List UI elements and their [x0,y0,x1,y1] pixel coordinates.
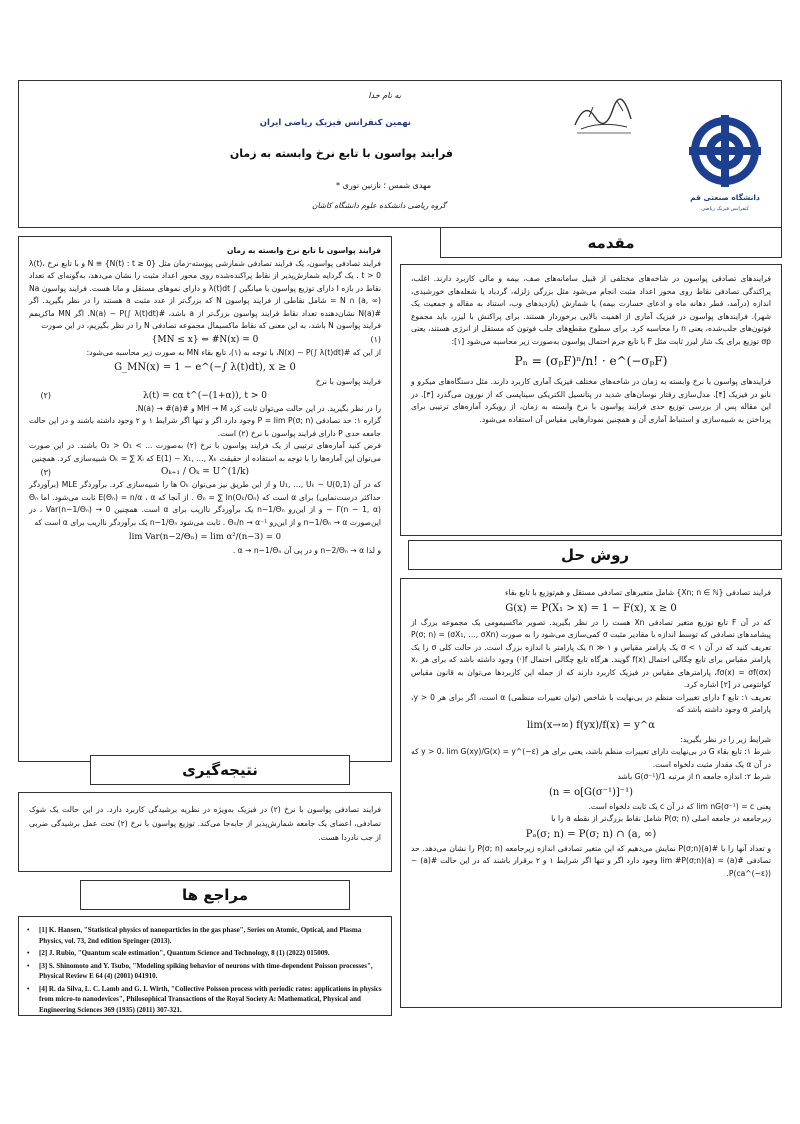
survival-function-eq: G(x) = P(X₁ > x) = 1 − F(x), x ≥ 0 [505,602,677,614]
equation-2-number: (۲) [40,391,51,400]
population-order-eq: (n = o[G(σ⁻¹)]⁻¹) [549,786,633,798]
conference-name: نهمین کنفرانس فیزیک ریاضی ایران [259,118,411,128]
authors: مهدی شمس ؛ نازنین نوری * [336,181,431,190]
conditions-intro: شرایط زیر را در نظر بگیرید: [680,734,771,744]
poisson-section [18,236,392,762]
method-paragraph-2: که در آن F تابع توزیع متغیر تصادفی Xn هست را در نظر بگیرید. تصویر ماکسیمومی یک مجموعه بزرگ از پیشامدهای تصادفی که توسط اندازه با مقادیر مثبت σ کمی‌سازی می‌شود را به صورت P(σ; n) = (σX₁, …, σXn) تعریف کنید که در آن σ < ۱ یک پارامتر مقیاس و n ≫ ۱ یک پارامتر با اندازه بزرگ است. در حالت کلی σ را یک پارامتر مقیاس برای تابع چگالی احتمال f(x) گویند. هرگاه تابع چگالی احتمال f(·) وجود داشته باشد که برای هر x، fσ(x) = σf(σx)، پارامترهای مقیاس در فیزیک کاربرد دارند که از جمله این کاربردها می‌توان به قانون مقیاس کوانتومی در [۲] اشاره کرد. [411,617,772,689]
references-section [18,916,392,1016]
equation-2: λ(t) = cα t^(−(1+α)), t > 0 [142,390,267,401]
intro-paragraph-1: فرایندهای تصادفی پواسون در شاخه‌های مختلفی از قبیل سامانه‌های صف، بیمه و مالی کاربرد دارند. اغلب، پراکندگی تصادفی نقاط روی محور اعداد مثبت انجام می‌شود مثل بزرگی زلزله، گردباد یا شعله‌های خورشیدی، اندازه (درآمد، قطر دهانه ماه و ادعای خسارت بیمه) یا شمارش (بازدیدهای وب، استناد به مقاله و جمعیت یک شهر). فرایندهای پواسون در فیزیک آماری از اهمیت بالایی برخوردار هستند. برای پراکنش با لیزر، باید مجموع فوتون‌های جلب‌شده، یعنی n را محاسبه کرد. برای سطوح مقطع‌های جلب فوتون که مستقل از انرژی هستند، یعنی σp توزیع برای یک شار لیزر ثابت مثل F با تابع جرم احتمال پواسون به‌صورت زیر محاسبه می‌شود [۱]: [411,274,771,346]
reference-item: • [2] J. Rubio, "Quantum scale estimation", Quantum Science and Technology, 8 (1) (2022) 015009. [27,949,330,957]
conclusion-text: فرایند تصادفی پواسون با نرخ (۲) در فیزیک به‌ویژه در نظریه برشیدگی کاربرد دارد. در این حالت یک شوک تصادفی، اعضای یک جامعه شمارش‌پذیر از جابه‌جا می‌کند. توزیع پواسون با نرخ (۲) تحت عمل برشیدگی ضربی از جب نادردا هست. [29,805,382,842]
equation-3-row [29,467,381,477]
intro-heading: مقدمه [440,228,782,258]
regular-variation-eq: lim(x→∞) f(yx)/f(x) = y^α [526,719,656,731]
consistency-text: و لذا n−2/Θₙ → α و در پی آن α → n−1/Θₙ . [232,546,381,555]
poisson-heading-line: فرایند پواسون با تابع نرخ وابسته به زمان [226,246,381,255]
poisson-pmf-formula: Pₙ = (σₚF)ⁿ/n! · e^(−σₚF) [514,354,668,368]
method-heading: روش حل [408,540,782,570]
logo-subtext: کنفرانس فیزیک ریاضی [701,206,749,212]
condition-1: شرط ۱: تابع بقاء G در بی‌نهایت دارای تغییرات منظم باشد، یعنی برای هر y > 0، lim G(xy)/G(x) = y^(−ε) که در آن α یک مقدار مثبت دلخواه است. [411,747,771,769]
affiliation: گروه ریاضی دانشکده علوم دانشگاه کاشان [312,201,446,210]
reference-item: • [3] S. Shinomoto and Y. Tsubo, "Modeling spiking behavior of neurons with time-dependent Poisson processes", Physical Review E 64 (4) (2001) 041910. [27,961,373,980]
conclusion-heading: نتیجه‌گیری [90,755,350,785]
limit-constant-text: یعنی lim nG(σ⁻¹) = c که در آن c یک ثابت دلخواه است. [588,801,771,811]
poisson-paragraph-3: فرایند پواسون با نرخ [315,377,381,386]
reference-item: • [4] R. da Silva, L. C. Lamb and G. I. Wirth, "Collective Poisson process with periodic rates: applications in physics from micro-to nanodevices", Philosophical Transactions of the Royal Society A: Mathematical, Physical and Engineering Sciences 369 (1935) (2011) 307-321. [27,984,382,1014]
poisson-paragraph-4: را در نظر بگیرید. در این حالت می‌توان ثابت کرد MH → M و #N(a) → #(a). [135,403,381,413]
subpopulation-text: زیرجامعه در جامعه اصلی P(σ; n) شامل نقاط بزرگ‌تر از نقطه a را با [551,814,771,823]
random-limit-text: و تعداد آنها را با #P(σ;n)(a) نمایش می‌دهیم که این متغیر تصادفی اندازه زیرجامعه P(σ; n) را نشان می‌دهد. حد تصادفی #(a) = lim #P(σ;n)(a) وجود دارد اگر و تنها اگر شرایط ۱ و ۲ برقرار باشند که در این حالت #(a) ∼ P(ca^(−ε)). [411,843,772,878]
equation-1-row [29,335,381,345]
poisson-paragraph-2: از این که #N(x) ∼ P(∫ λ(t)dt)، با توجه به (۱)، تابع بقاء MN به صورت زیر محاسبه می‌شود: [86,347,381,357]
conference-logo [571,95,637,135]
basmala: به نام خدا [368,91,401,100]
header-frame [18,80,782,228]
reference-item: • [1] K. Hansen, "Statistical physics of nanoparticles in the gas phase", Series on Atomic, Optical, and Plasma Physics, vol. 73, 2nd edition Springer (2013). [27,926,362,945]
method-paragraph-1: فرایند تصادفی {Xn; n ∈ ℕ} شامل متغیرهای تصادفی مستقل و هم‌توزیع با تابع بقاء [504,588,771,597]
proposition-1: گزاره ۱: حد تصادفی P = lim P(σ; n) وجود دارد اگر و تنها اگر شرایط ۱ و ۲ وجود داشته باشند و در این حالت جامعه حدی P دارای فرایند پواسون با نرخ (۲) است. [29,416,381,438]
equation-3: Oₖ₊₁ / Oₖ = U^(1/k) [160,467,250,477]
condition-2: شرط ۲: اندازه جامعه n از مرتبه 1/G(σ⁻¹) باشد [617,772,771,781]
survival-max-eq: G_MN(x) = 1 − e^(−∫ λ(t)dt), x ≥ 0 [114,362,296,373]
university-logo [684,109,766,219]
intro-section [400,264,782,536]
references-heading: مراجع ها [80,880,350,910]
equation-1-number: (۱) [370,335,381,344]
equation-2-row [29,391,381,401]
paper-title: فرایند پواسون با تابع نرخ وابسته به زمان [229,147,453,160]
poisson-paragraph-1: فرایند تصادفی پواسون، یک فرایند تصادفی شمارشی پیوسته-زمان مثل N ≡ {N(t) : t ≥ 0} و با تابع نرخ λ(t)، t > 0 . یک گردایه شمارش‌پذیر از نقاط پراکنده‌شده روی محور اعداد مثبت را نشان می‌دهد، به‌گونه‌ای که تعداد نقاط در بازه I دارای توزیع پواسون با میانگین ∫ λ(t)dt و دارای نموهای مستقل و مانا هست. فرایند پواسون Na = N ∩ (a, ∞) شامل نقاطی از فرایند پواسون N که بزرگ‌تر از عدد مثبت a هستند را در نظر بگیرید. اگر #N(a) نشان‌دهنده تعداد نقاط فرایند پواسون بزرگ‌تر از a باشد، #N(a) ∼ P(∫ λ(t)dt). اگر MN ماکزیمم فرایند پواسون N باشد، به این معنی که نقاط ماکسیمال مجموعه تصادفی N را در نظر بگیریم، در این صورت [29,258,381,330]
order-statistics-text: فرض کنید آماره‌های ترتیبی از یک فرایند پواسون با نرخ (۲) به‌صورت ... > O₂ > O₁ باشند. در این صورت می‌توان این آماره‌ها را با توجه به استفاده از حقیقت E(1) ∼ X₁, …, Xₖ که Oₖ = ∑ Xᵢ شبیه‌سازی کرد. همچنین [29,441,381,463]
estimator-text: که در آن U₁, …, Uₖ ∼ U(0,1) و از این طریق نیز می‌توان Oₖ ها را شبیه‌سازی کرد. برآوردگر MLE (برآوردگر حداکثر درست‌نمایی) برای α است که Θₙ = ∑ ln(Oₖ/Oₙ) . از آنجا که E(Θₙ) = n/α ، α ثابت می‌شود. اما Θₙ ∼ Γ(n − 1, α) و از این‌رو n−1/Θₙ یک برآوردگر نااریب برای α است. همچنین Var(n−1/Θₙ) → 0 ، در این‌صورت n−1/Θₙ → α و از این‌رو Θₙ/n → α⁻¹ . ثابت می‌شود n−1/Θₙ یک برآوردگر نااریب برای α است که [29,480,382,527]
equation-3-number: (۳) [40,467,51,477]
conclusion-section [18,792,392,872]
subpopulation-eq: Pₐ(σ; n) = P(σ; n) ∩ (a, ∞) [525,828,657,840]
equation-1: {MN ≤ x} ⇔ #N(x) = 0 [151,334,259,345]
method-section [400,578,782,1008]
intro-paragraph-2: فرایندهای پواسون با نرخ وابسته به زمان در شاخه‌های مختلف فیزیک آماری کاربرد دارند. مثل دستگاه‌های میکرو و نانو در فیزیک [۴]. مدل‌سازی رفتار نوسان‌های شدید در پتانسیل الکتریکی سیناپسی که از نورون می‌گذرد [۳]. در این مقاله پس از بررسی توزیع حدی فرایند پواسون با نرخ وابسته به زمان، از رویکرد آماره‌های ترتیبی برای پرداختن به شبیه‌سازی و استنباط آماری آن و همچنین نمودارهایی مقیاس آن استفاده می‌شود. [411,377,771,424]
variance-limit-eq: lim Var(n−2/Θₙ) = lim α²/(n−3) = 0 [128,532,282,542]
definition-1: تعریف ۱: تابع f دارای تغییرات منظم در بی‌نهایت با شاخص (توان تغییرات منظمی) α است، اگر برای هر y > 0، پارامتر α وجود داشته باشد که [411,692,771,714]
logo-text: دانشگاه صنعتی قم [690,193,760,202]
